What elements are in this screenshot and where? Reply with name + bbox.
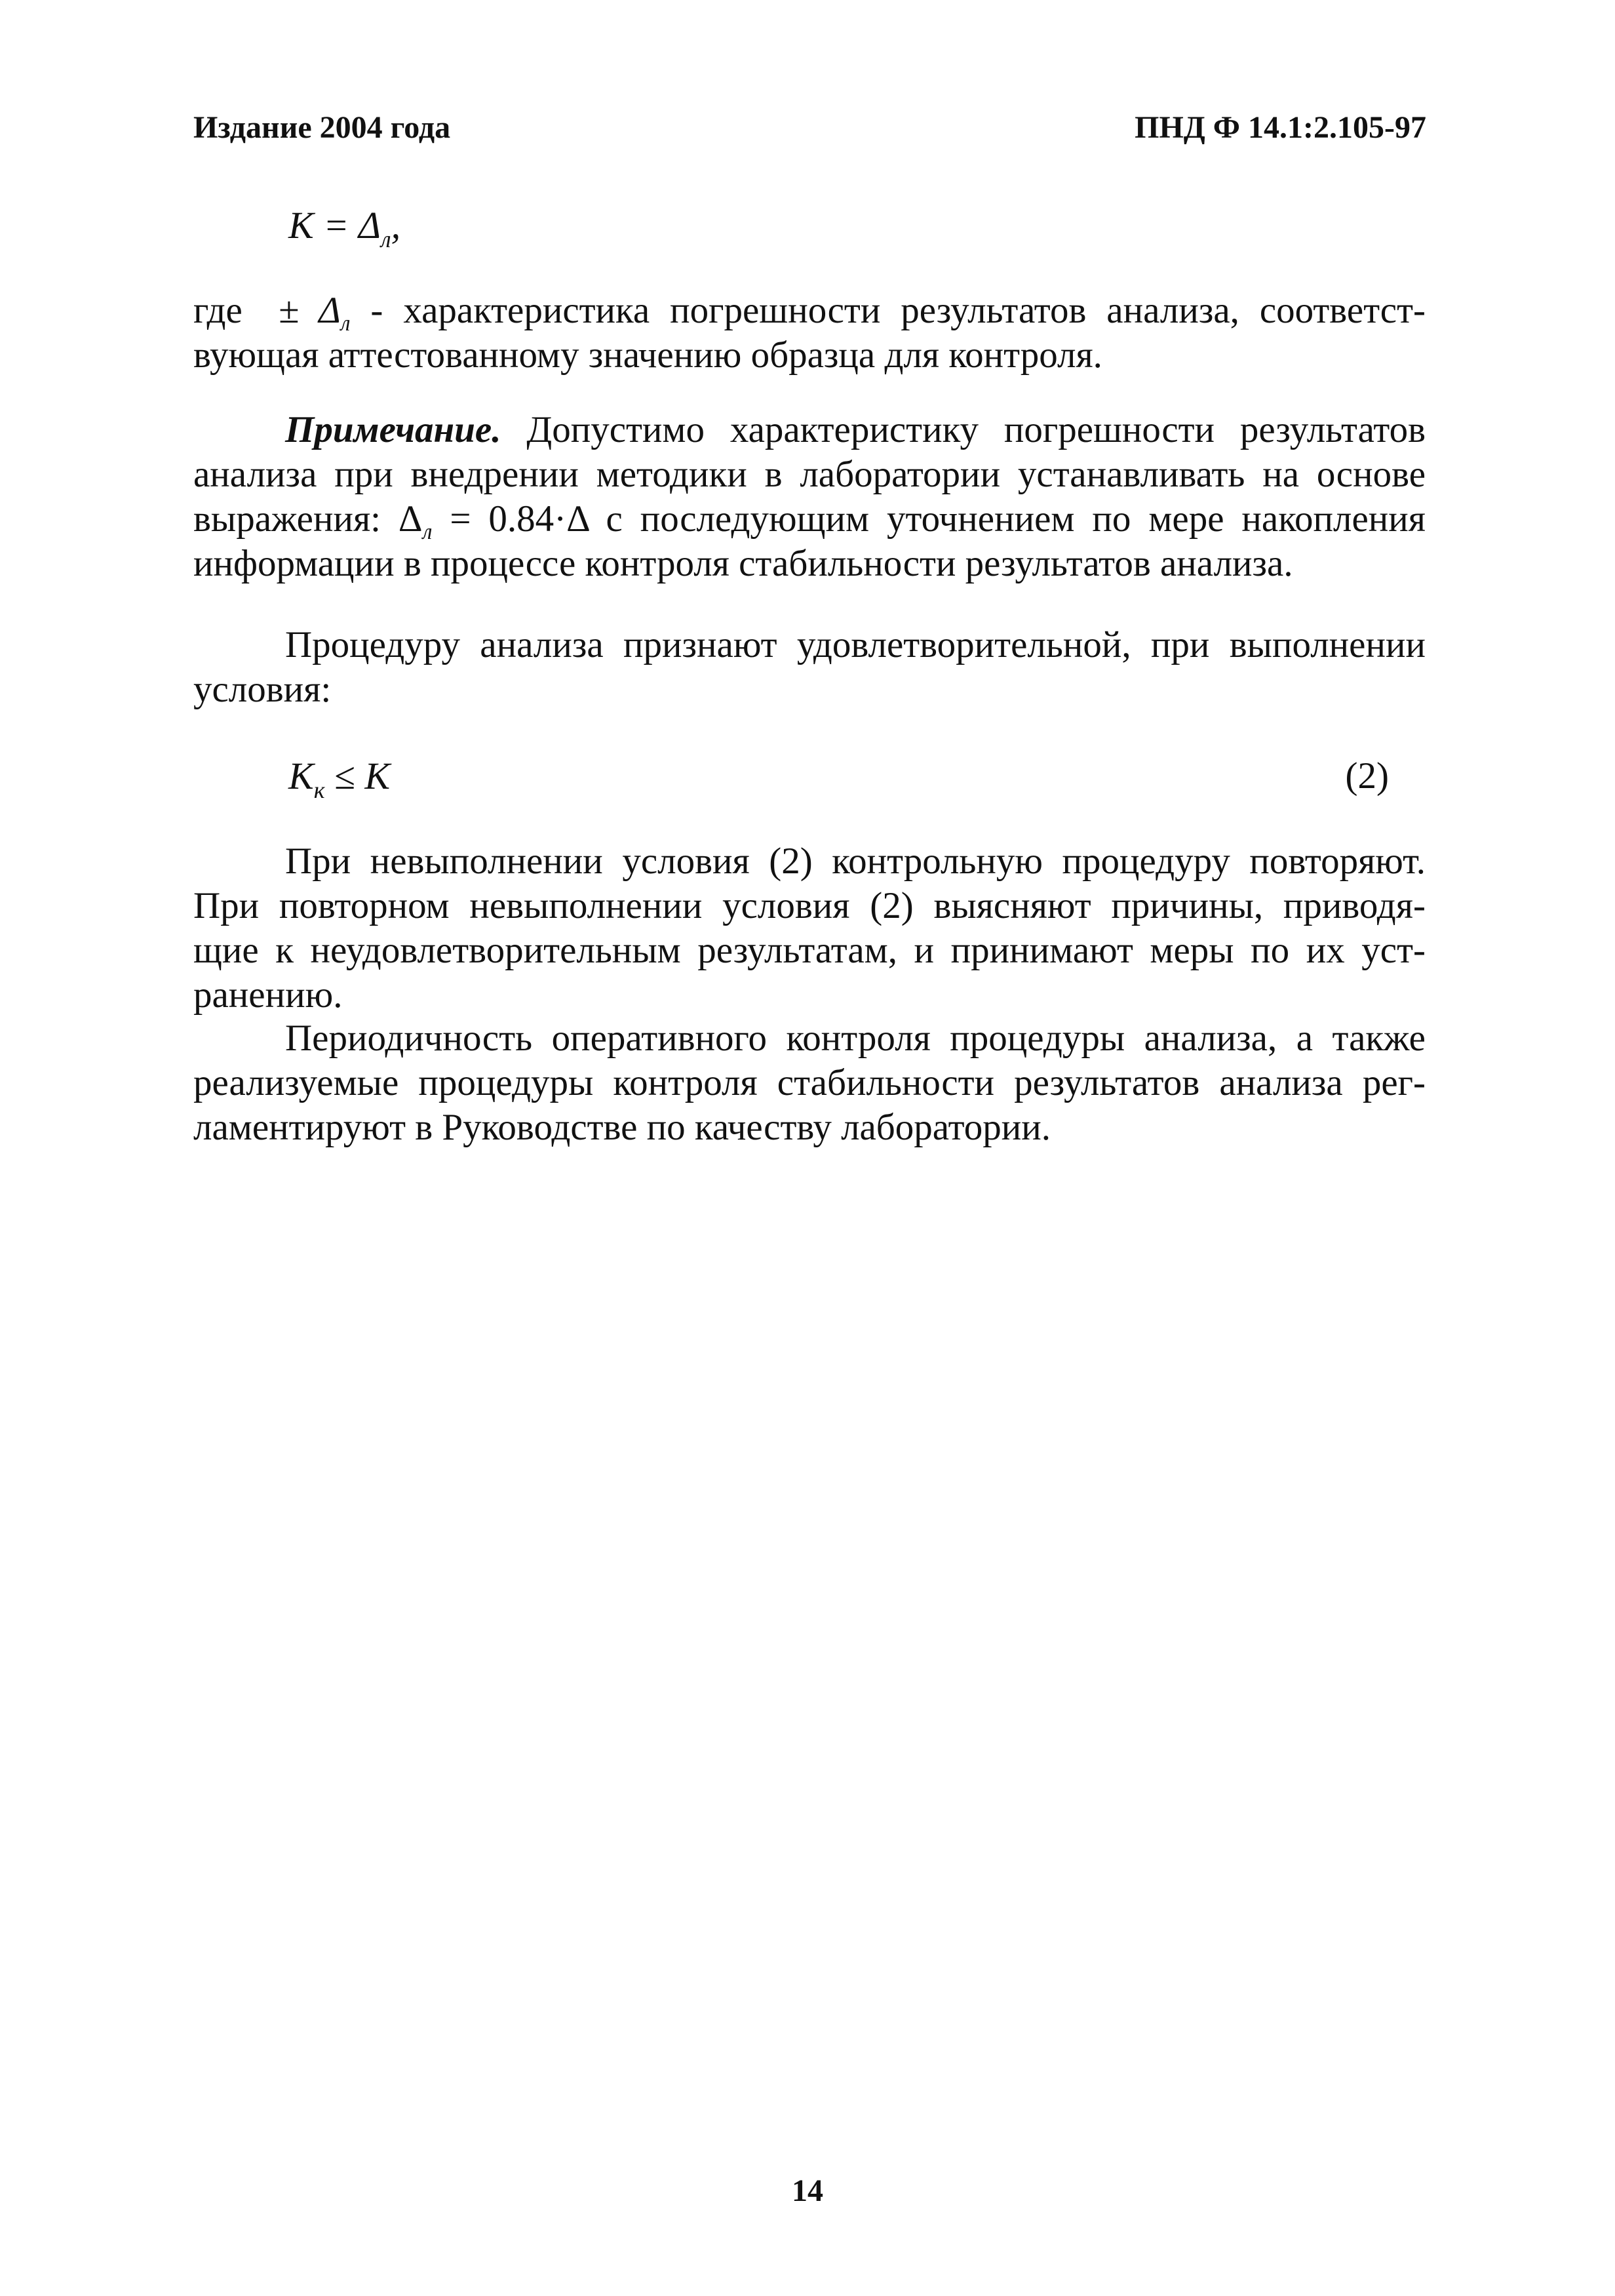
note-line-2: анализа при внедрении методики в лаборатории устанавливать на основе — [193, 454, 1426, 495]
note-line-3 — [193, 497, 1426, 542]
formula-k-equals: = — [313, 204, 359, 247]
formula-k-delta-subscript: л — [380, 226, 391, 252]
note-delta-subscript: л — [422, 520, 433, 544]
document-code-header: ПНД Ф 14.1:2.105-97 — [1135, 110, 1426, 145]
note-line-3-post: = 0.84·Δ с последующим уточнением по мере накопления — [432, 498, 1426, 540]
formula-condition — [288, 754, 390, 803]
note-line-4: информации в процессе контроля стабильности результатов анализа. — [193, 543, 1293, 584]
where-pm-delta: ± Δ — [279, 290, 341, 331]
note-paragraph — [193, 408, 1426, 586]
edition-header: Издание 2004 года — [193, 110, 451, 145]
note-title: Примечание. — [285, 409, 501, 450]
formula-k-lhs: K — [288, 204, 314, 247]
failure-line-2: При повторном невыполнении условия (2) выясняют причины, приводя- — [193, 885, 1426, 926]
formula-k-delta: Δ — [358, 204, 381, 247]
formula-k-equals-delta — [288, 203, 400, 252]
procedure-line-1-text: Процедуру анализа признают удовлетворительной, при выполнении — [285, 624, 1426, 665]
failure-line-4: ранению. — [193, 974, 343, 1016]
periodicity-line-3: ламентируют в Руководстве по качеству лаборатории. — [193, 1107, 1051, 1148]
formula-k-tail: , — [391, 204, 401, 247]
procedure-paragraph — [193, 623, 1426, 712]
failure-paragraph — [193, 839, 1426, 1018]
page-number: 14 — [792, 2173, 823, 2208]
note-line-1-text: Допустимо характеристику погрешности результатов — [501, 409, 1426, 450]
where-label: где — [193, 290, 243, 331]
where-delta-subscript: л — [340, 311, 351, 336]
failure-line-1 — [193, 839, 1426, 884]
periodicity-line-1-text: Периодичность оперативного контроля процедуры анализа, а также — [285, 1018, 1426, 1059]
where-line-1 — [193, 288, 1426, 336]
note-line-1 — [193, 408, 1426, 452]
procedure-line-2: условия: — [193, 669, 332, 710]
where-definition — [193, 288, 1426, 378]
where-line-1-text: - характеристика погрешности результатов анализа, соответст- — [350, 290, 1426, 331]
periodicity-paragraph — [193, 1016, 1426, 1150]
note-line-3-pre: выражения: Δ — [193, 498, 423, 540]
periodicity-line-1 — [193, 1016, 1426, 1061]
periodicity-line-2: реализуемые процедуры контроля стабильности результатов анализа рег- — [193, 1062, 1426, 1103]
equation-number: (2) — [1345, 755, 1389, 797]
procedure-line-1 — [193, 623, 1426, 667]
where-delta-symbol — [279, 290, 351, 336]
failure-line-1-text: При невыполнении условия (2) контрольную процедуру повторяют. — [285, 841, 1426, 882]
formula-cond-subscript: к — [313, 777, 325, 803]
formula-cond-lhs: K — [288, 755, 314, 797]
formula-cond-relation: ≤ K — [324, 755, 391, 797]
where-line-2: вующая аттестованному значению образца для контроля. — [193, 334, 1102, 376]
failure-line-3: щие к неудовлетворительным результатам, и принимают меры по их уст- — [193, 930, 1426, 971]
